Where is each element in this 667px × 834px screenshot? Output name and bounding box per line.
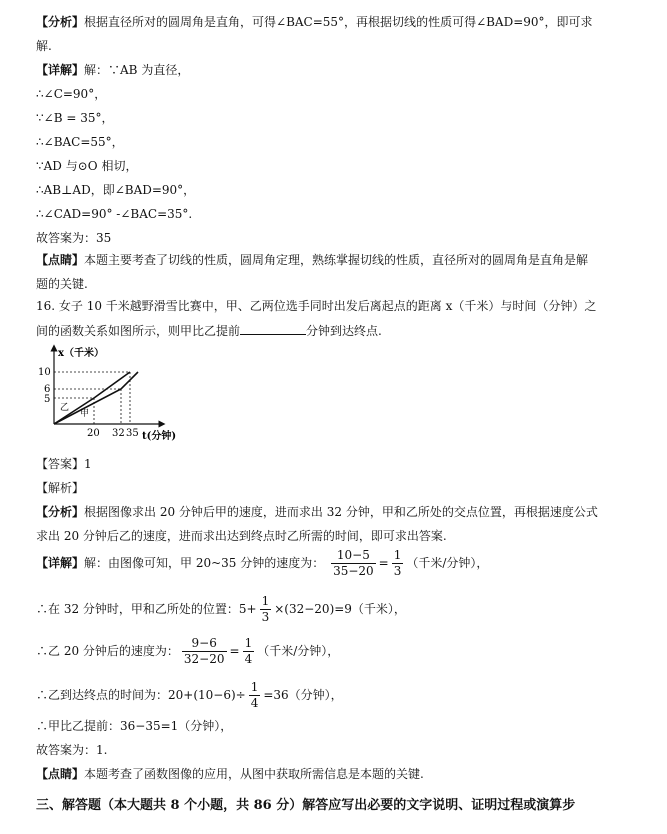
p15-step-6: ∴∠CAD=90° -∠BAC=35°. [36, 207, 193, 221]
p15-step-4: ∵AD 与⊙O 相切， [36, 159, 138, 173]
distance-time-graph [34, 344, 194, 444]
q16-analysis-line-2: 求出 20 分钟后乙的速度，进而求出达到终点时乙所需的时间，即可求出答案. [36, 529, 447, 543]
x-axis-label: t(分钟) [142, 431, 177, 442]
y-axis-label: x（千米） [58, 348, 104, 359]
p15-step-5: ∴AB⊥AD，即∠BAD=90°， [36, 183, 196, 197]
section-3-heading: 三、解答题（本大题共 8 个小题，共 86 分）解答应写出必要的文字说明、证明过程或演算步 [36, 798, 576, 813]
q16-detail-line-5: ∴甲比乙提前：36−35=1（分钟）， [36, 719, 233, 733]
fraction: $\frac{10-5}{35-20}$ [333, 548, 374, 578]
q16-stem-line-2 [36, 322, 382, 339]
analysis-label: 【分析】 [36, 15, 85, 29]
comment-text: 本题考查了函数图像的应用，从图中获取所需信息是本题的关键. [84, 767, 424, 781]
p15-analysis-line-2: 解. [36, 39, 52, 53]
q16-answer-line: 故答案为：1. [36, 743, 108, 757]
detail-text: 解：由图像可知，甲 20~35 分钟的速度为： [84, 556, 325, 570]
p15-analysis-line-1 [36, 14, 593, 30]
q16-detail-line-3: ∴乙 20 分钟后的速度为： $\frac{9-6}{32-20}$ = $\frac{1}{4}$ （千米/分钟）， [36, 636, 340, 666]
fraction: $\frac{9-6}{32-20}$ [183, 636, 225, 666]
analysis-text: 根据图像求出 20 分钟后甲的速度，进而求出 32 分钟，甲和乙所处的交点位置，再根据速度公式 [84, 505, 598, 519]
comment-text: 本题主要考查了切线的性质，圆周角定理，熟练掌握切线的性质，直径所对的圆周角是直角是解 [84, 253, 589, 267]
p15-detail-intro [36, 62, 189, 78]
x-tick-35: 35 [126, 428, 139, 439]
q16-stem-line-1: 16. 女子 10 千米越野滑雪比赛中，甲、乙两位选手同时出发后离起点的距离 x（千米）与时间（分钟）之 [36, 299, 597, 313]
p15-step-1: ∴∠C=90°， [36, 87, 107, 101]
fraction: $\frac{1}{4}$ [244, 636, 253, 666]
q16-answer: 【答案】1 [36, 457, 92, 471]
y-tick-5: 5 [44, 394, 51, 405]
comment-label: 【点睛】 [36, 767, 85, 781]
p15-step-2: ∵∠B = 35°， [36, 111, 114, 125]
y-tick-10: 10 [38, 367, 51, 378]
p15-comment-line-1 [36, 252, 588, 268]
p15-comment-line-2: 题的关键. [36, 277, 88, 291]
detail-text: 解：∵AB 为直径， [84, 63, 190, 77]
q16-analysis-line-1 [36, 504, 598, 520]
p15-step-3: ∴∠BAC=55°， [36, 135, 124, 149]
x-tick-20: 20 [87, 428, 100, 439]
analysis-text: 根据直径所对的圆周角是直角，可得∠BAC=55°，再根据切线的性质可得∠BAD=90°，即可求 [84, 15, 593, 29]
p15-answer: 故答案为：35 [36, 231, 112, 245]
stem-text-end: 分钟到达终点. [306, 324, 382, 338]
fraction: $\frac{1}{3}$ [261, 594, 270, 624]
q16-detail-line-1: 【详解】解：由图像可知，甲 20~35 分钟的速度为： $\frac{10-5}{35-20}$ = $\frac{1}{3}$ （千米/分钟）， [36, 548, 489, 578]
fraction: $\frac{1}{4}$ [250, 680, 259, 710]
q16-detail-line-2: ∴在 32 分钟时，甲和乙所处的位置：5+ $\frac{1}{3}$ ×(32−20)=9（千米）， [36, 594, 406, 624]
series-label-yi: 乙 [60, 403, 70, 413]
comment-label: 【点睛】 [36, 253, 85, 267]
y-tick-6: 6 [44, 384, 51, 395]
answer-blank [240, 322, 306, 335]
series-label-jia: 甲 [80, 409, 90, 419]
stem-text: 间的函数关系如图所示，则甲比乙提前 [36, 324, 241, 338]
x-tick-32: 32 [112, 428, 125, 439]
analysis-label: 【分析】 [36, 505, 85, 519]
fraction: $\frac{1}{3}$ [393, 548, 402, 578]
detail-label: 【详解】 [36, 556, 85, 570]
q16-detail-line-4: ∴乙到达终点的时间为：20+(10−6)÷ $\frac{1}{4}$ =36（分钟）， [36, 680, 343, 710]
detail-label: 【详解】 [36, 63, 85, 77]
q16-jiexi: 【解析】 [36, 481, 85, 495]
q16-comment [36, 766, 424, 782]
